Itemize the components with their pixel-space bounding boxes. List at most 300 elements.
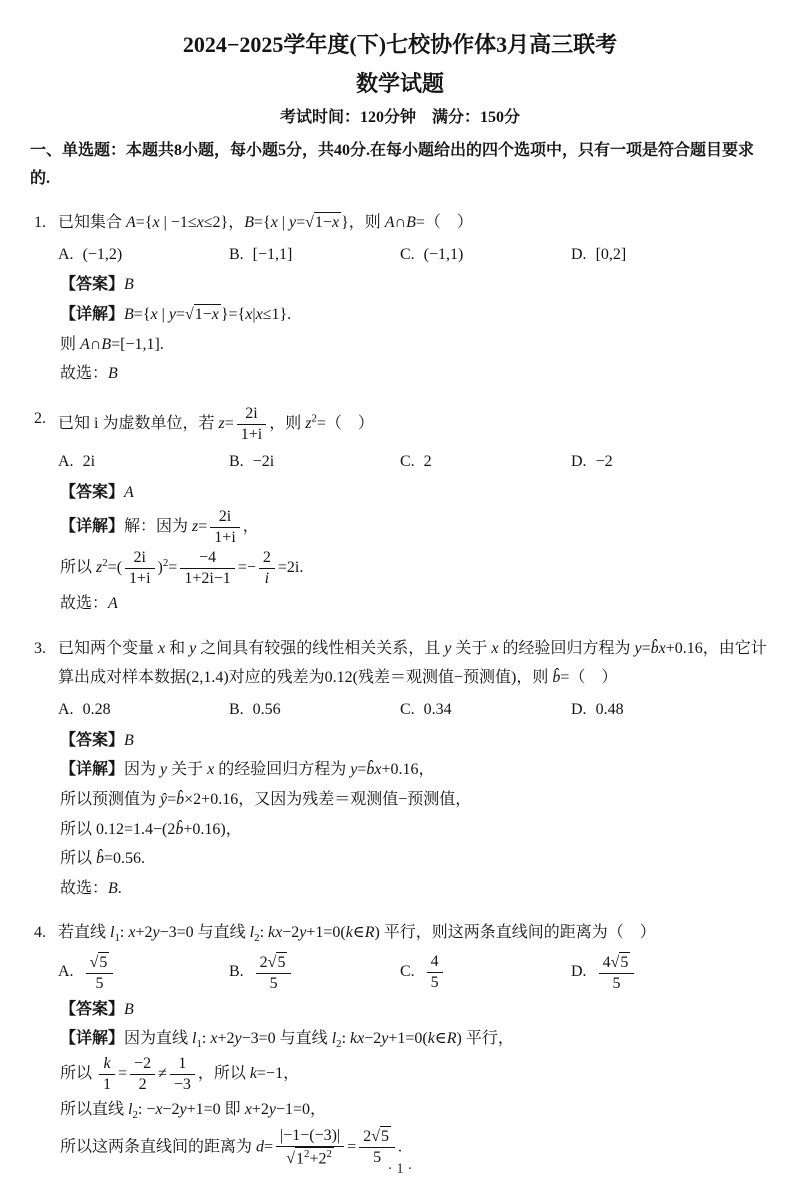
answer-line [30, 995, 770, 1025]
math-variable: A [108, 595, 118, 613]
fraction-numerator [99, 1054, 115, 1075]
text-run: ∈ [352, 924, 365, 942]
math-variable: y [179, 1101, 187, 1119]
math-variable: y [234, 1030, 242, 1048]
math-variable: B [244, 214, 254, 231]
text-run: = [347, 1138, 357, 1156]
question-number: 1. [34, 214, 46, 231]
math-variable: l [249, 924, 255, 942]
text-run: −2 [364, 1030, 382, 1048]
text-run: 0.56 [252, 700, 281, 718]
option-value [596, 246, 627, 263]
radicand [276, 952, 287, 972]
option-value [253, 701, 281, 718]
text-run: ) [157, 559, 163, 577]
fraction [170, 1054, 195, 1095]
option-value [253, 453, 274, 470]
option-label: B. [229, 700, 244, 718]
text-run: −2i [252, 452, 275, 470]
text-run: 所以预测值为 [60, 790, 161, 808]
option-item [400, 241, 571, 270]
stem-text [58, 404, 374, 443]
subscript: 2 [132, 1109, 138, 1122]
text-run: 之间具有较强的线性相关关系，且 [196, 639, 445, 657]
text-run: −2 [595, 452, 613, 470]
fraction-denominator [99, 1075, 115, 1095]
option-label: C. [400, 245, 415, 263]
text-run: +0.16，由它计算出成对样本数据(2,1.4)对应的残差为0.12(残差＝观测值−预测值)，则 [58, 639, 767, 687]
superscript: 2 [162, 557, 169, 569]
explanation-line [30, 1054, 770, 1095]
math-variable: B [406, 214, 416, 231]
text-run: =（ ） [316, 414, 374, 432]
option-label: C. [400, 452, 415, 470]
text-run: ) 平行， [456, 1030, 514, 1048]
math-variable: B [101, 335, 112, 353]
text-run: . [398, 1138, 402, 1156]
math-variable: b̂ [552, 669, 561, 687]
math-variable: B [124, 305, 134, 323]
fraction-denominator [237, 425, 266, 445]
fraction [180, 548, 235, 589]
option-value [424, 453, 432, 470]
bold-label: 【答案】 [60, 1000, 125, 1018]
bold-label: 【详解】 [60, 761, 125, 779]
options-row [30, 241, 770, 270]
fraction-numerator [180, 548, 235, 569]
bold-label: 【答案】 [60, 483, 125, 501]
text-run: 已知 i 为虚数单位，若 [58, 414, 219, 432]
text-run: ×2+0.16，又因为残差＝观测值−预测值， [184, 790, 472, 808]
answer-line [30, 726, 770, 756]
stem-text [58, 924, 656, 945]
fraction-numerator [599, 952, 635, 974]
option-value [83, 953, 117, 992]
question-number: 2. [34, 409, 46, 427]
text-run: 0.48 [595, 700, 624, 718]
math-variable: x [150, 305, 158, 323]
math-variable: y [381, 1030, 389, 1048]
text-run: 2 [363, 1128, 372, 1146]
option-item [571, 696, 624, 725]
text-run: +2 [251, 1101, 269, 1119]
text-run: = [296, 214, 306, 231]
math-variable: x [207, 761, 215, 779]
option-label: B. [229, 245, 244, 263]
math-variable: y [160, 761, 168, 779]
text-run: 1 [296, 1150, 305, 1168]
bold-label: 【答案】 [60, 276, 125, 294]
fraction-numerator [210, 507, 239, 528]
bold-label: 【详解】 [60, 518, 125, 536]
text-run: 因为直线 [124, 1030, 193, 1048]
text-run: 1 [178, 1055, 187, 1073]
text-run: : [201, 1030, 211, 1048]
text-run: =− [237, 559, 256, 577]
option-label: A. [58, 700, 74, 718]
text-run: |−1−(−3)| [280, 1126, 341, 1144]
text-run: +2 [135, 924, 153, 942]
text-run: ≤1}. [262, 305, 292, 323]
answer-line [30, 478, 770, 508]
text-run: 的经验回归方程为 [214, 761, 351, 779]
text-run: 关于 [451, 639, 492, 657]
text-run: 1+i [214, 529, 236, 547]
text-run: 已知集合 [58, 214, 127, 231]
text-run: [−1,1] [252, 245, 293, 263]
bold-label: 【答案】 [60, 731, 125, 749]
option-item [229, 241, 400, 270]
text-run: =2i. [277, 559, 304, 577]
math-variable: y [299, 924, 307, 942]
explanation-line [30, 359, 770, 389]
text-run: =（ ） [415, 214, 473, 231]
math-variable: kx [350, 1030, 365, 1048]
square-root [305, 208, 341, 238]
text-run: =−1， [257, 1065, 300, 1083]
radicand [380, 1126, 391, 1146]
radical-sign: √ [267, 953, 277, 971]
option-item [571, 952, 637, 994]
text-run: +2 [309, 1150, 327, 1168]
math-variable: y [168, 305, 176, 323]
text-run: 2i [218, 508, 232, 526]
text-run: ∈ [434, 1030, 447, 1048]
text-run: ) 平行，则这两条直线间的距离为（ ） [374, 924, 656, 942]
option-item [229, 696, 400, 725]
text-run: = [167, 790, 177, 808]
fraction-denominator [125, 569, 154, 589]
math-variable: y [268, 1101, 276, 1119]
text-run: (−1,2) [82, 245, 123, 263]
math-variable: x [155, 1101, 163, 1119]
math-variable: x [158, 639, 166, 657]
math-variable: d [256, 1138, 265, 1156]
text-run: 所以 [60, 850, 97, 868]
explanation-line [30, 844, 770, 874]
text-run: =( [107, 559, 123, 577]
exam-subtitle: 数学试题 [355, 71, 444, 96]
option-item [229, 448, 400, 477]
text-run: ={ [135, 214, 153, 231]
fraction-denominator [180, 569, 235, 589]
math-variable: x [270, 214, 278, 231]
question-stem [30, 918, 770, 948]
square-root [611, 952, 631, 973]
option-value [83, 453, 95, 470]
option-value [83, 701, 111, 718]
text-run: = [641, 639, 651, 657]
math-variable: x [128, 924, 136, 942]
text-run: 故选： [60, 595, 109, 613]
fraction-denominator [210, 528, 239, 548]
fraction-denominator [130, 1075, 155, 1095]
math-variable: z [218, 414, 225, 432]
option-item [571, 448, 613, 477]
text-run: 的经验回归方程为 [498, 639, 635, 657]
explanation-line [30, 1024, 770, 1054]
radical-sign: √ [184, 305, 194, 323]
math-variable: l [192, 1030, 197, 1048]
text-run: −1=0， [275, 1101, 326, 1119]
option-item [400, 448, 571, 477]
answer-line [30, 270, 770, 300]
text-run: : − [137, 1101, 156, 1119]
text-run: 1− [194, 305, 212, 323]
radicand [314, 212, 341, 232]
radicand [98, 952, 109, 972]
question-stem [30, 634, 770, 693]
math-variable: x [245, 305, 253, 323]
page-number: · 1 · [387, 1161, 413, 1177]
text-run: ≤2}， [203, 214, 245, 231]
math-variable: b̂ [176, 790, 185, 808]
options-row [30, 696, 770, 725]
math-variable: x [491, 639, 499, 657]
text-run: 1+i [240, 425, 263, 443]
explanation-line [30, 330, 770, 360]
math-variable: z [96, 559, 103, 577]
text-run: = [198, 518, 208, 536]
text-run: 1+i [129, 570, 151, 588]
text-run: 1− [314, 214, 332, 231]
text-run: −3=0 与直线 [241, 1030, 332, 1048]
text-run: ， [242, 518, 259, 536]
radicand [619, 952, 630, 972]
option-label: B. [229, 963, 244, 981]
explanation-line [30, 785, 770, 815]
explanation-line [30, 1095, 770, 1125]
question-stem [30, 208, 770, 238]
text-run: 5 [430, 974, 439, 992]
option-label: A. [58, 963, 74, 981]
text-run: +1=0( [306, 924, 346, 942]
question-number: 4. [34, 924, 46, 942]
math-variable: y [289, 214, 297, 231]
math-variable: b̂x [650, 639, 666, 657]
question [30, 208, 770, 389]
text-run: }，则 [341, 214, 385, 231]
math-variable: y [350, 761, 358, 779]
math-variable: B [124, 1000, 134, 1018]
text-run: 所以直线 [60, 1101, 129, 1119]
math-variable: A [124, 483, 134, 501]
math-variable: k [103, 1055, 111, 1073]
math-variable: A [126, 214, 136, 231]
math-variable: A [80, 335, 90, 353]
text-run: | [157, 305, 169, 323]
text-run: −2 [282, 924, 300, 942]
stem-text [58, 214, 473, 231]
radicand [194, 304, 221, 324]
text-run: 所以 0.12=1.4−(2 [60, 820, 176, 838]
text-run: ={ [133, 305, 151, 323]
text-run: : [119, 924, 129, 942]
bold-label: 【详解】 [60, 1030, 125, 1048]
text-run: −3=0 与直线 [159, 924, 250, 942]
option-value [596, 701, 624, 718]
square-root [371, 1126, 391, 1147]
math-variable: k [249, 1065, 258, 1083]
explanation-line [30, 755, 770, 785]
question [30, 404, 770, 619]
subscript: 1 [196, 1038, 202, 1051]
square-root [90, 952, 110, 973]
text-run: | −1≤ [159, 214, 197, 231]
text-run: 5 [620, 953, 629, 971]
text-run: ={ [253, 214, 271, 231]
fraction [125, 548, 154, 589]
fraction [256, 952, 292, 994]
options-row [30, 448, 770, 477]
option-item [571, 241, 626, 270]
text-run: : [341, 1030, 351, 1048]
text-run: | [277, 214, 289, 231]
math-variable: x [152, 214, 160, 231]
math-variable: b̂ [96, 850, 105, 868]
option-value [253, 953, 295, 992]
text-run: +1=0 即 [186, 1101, 245, 1119]
text-run: 2i [245, 404, 258, 422]
option-label: C. [400, 963, 415, 981]
question [30, 918, 770, 1169]
radical-sign: √ [286, 1150, 296, 1168]
text-run: 5 [95, 974, 104, 992]
math-variable: k [345, 924, 353, 942]
text-run: 2i [133, 549, 146, 567]
text-run: =[−1,1]. [111, 335, 164, 353]
fraction-numerator [276, 1126, 344, 1147]
option-label: A. [58, 452, 74, 470]
text-run: ∩ [89, 335, 102, 353]
radical-sign: √ [305, 214, 314, 231]
text-run: = [264, 1138, 274, 1156]
text-run: ≠ [158, 1065, 167, 1083]
option-item [400, 696, 571, 725]
text-run: =0.56. [104, 850, 146, 868]
text-run: 关于 [167, 761, 208, 779]
fraction-denominator [86, 974, 114, 994]
text-run: 5 [612, 974, 621, 992]
math-variable: y [634, 639, 642, 657]
math-variable: b̂ [175, 820, 184, 838]
option-item [400, 952, 571, 993]
fraction [86, 952, 114, 994]
options-row [30, 952, 770, 994]
option-item [58, 952, 229, 994]
text-run: 5 [99, 953, 108, 971]
text-run: = [168, 559, 178, 577]
subscript: 2 [254, 932, 260, 945]
fraction [237, 404, 266, 445]
fraction-numerator [427, 952, 443, 973]
option-label: D. [571, 700, 587, 718]
math-variable: x [210, 1030, 218, 1048]
stem-text [58, 640, 767, 687]
fraction [130, 1054, 155, 1095]
text-run: +0.16， [381, 761, 435, 779]
text-run: −4 [199, 549, 217, 567]
fraction-denominator [259, 569, 275, 589]
text-run: 5 [373, 1149, 382, 1167]
math-variable: ŷ [160, 790, 168, 808]
math-variable: x [255, 305, 263, 323]
math-variable: kx [268, 924, 283, 942]
option-value [596, 453, 613, 470]
math-variable: b̂x [366, 761, 382, 779]
question [30, 634, 770, 904]
text-run: +2 [217, 1030, 235, 1048]
fraction-numerator [125, 548, 154, 569]
text-run: 和 [165, 639, 190, 657]
fraction [599, 952, 635, 994]
option-value [424, 246, 464, 263]
text-run: 4 [602, 953, 611, 971]
math-variable: i [264, 570, 270, 588]
explanation-line [30, 874, 770, 904]
text-run: (−1,1) [423, 245, 464, 263]
math-variable: B [124, 276, 134, 294]
text-run: }={ [220, 305, 246, 323]
option-value [596, 953, 638, 992]
text-run: 解：因为 [124, 518, 193, 536]
option-item [58, 448, 229, 477]
fraction-denominator [170, 1075, 195, 1095]
superscript: 2 [326, 1147, 332, 1160]
option-label: D. [571, 963, 587, 981]
math-variable: R [446, 1030, 457, 1048]
option-value [424, 953, 446, 992]
text-run: 2i [82, 452, 96, 470]
text-run: 故选： [60, 365, 109, 383]
math-variable: y [152, 924, 160, 942]
option-label: B. [229, 452, 244, 470]
math-variable: l [331, 1030, 337, 1048]
explanation-line [30, 300, 770, 330]
text-run: [0,2] [595, 245, 627, 263]
text-run: +0.16)， [183, 820, 242, 838]
text-run: 5 [269, 974, 278, 992]
fraction-denominator [599, 974, 635, 994]
text-run: . [117, 879, 122, 897]
text-run: 故选： [60, 879, 109, 897]
fraction [210, 507, 239, 548]
fraction-numerator [170, 1054, 195, 1075]
text-run: 因为 [124, 761, 161, 779]
math-variable: B [108, 879, 118, 897]
question-number: 3. [34, 639, 46, 657]
math-variable: l [110, 924, 115, 942]
fraction-numerator [130, 1054, 155, 1075]
text-run: 5 [381, 1128, 389, 1146]
exam-meta: 考试时间：120分钟 满分：150分 [279, 109, 520, 126]
option-item [58, 696, 229, 725]
fraction [259, 548, 275, 589]
fraction [99, 1054, 115, 1095]
math-variable: x [196, 214, 204, 231]
text-run: +1=0( [388, 1030, 428, 1048]
text-run: ，所以 [197, 1065, 250, 1083]
text-run: = [357, 761, 367, 779]
section-heading: 一、单选题：本题共8小题，每小题5分，共40分.在每小题给出的四个选项中，只有一项是符合题目要求的. [30, 142, 755, 187]
option-label: A. [58, 245, 74, 263]
superscript: 2 [102, 557, 108, 569]
text-run: 2 [138, 1076, 147, 1094]
text-run: ，则 [269, 414, 306, 432]
option-label: D. [571, 452, 587, 470]
math-variable: l [128, 1101, 133, 1119]
math-variable: z [305, 414, 312, 432]
